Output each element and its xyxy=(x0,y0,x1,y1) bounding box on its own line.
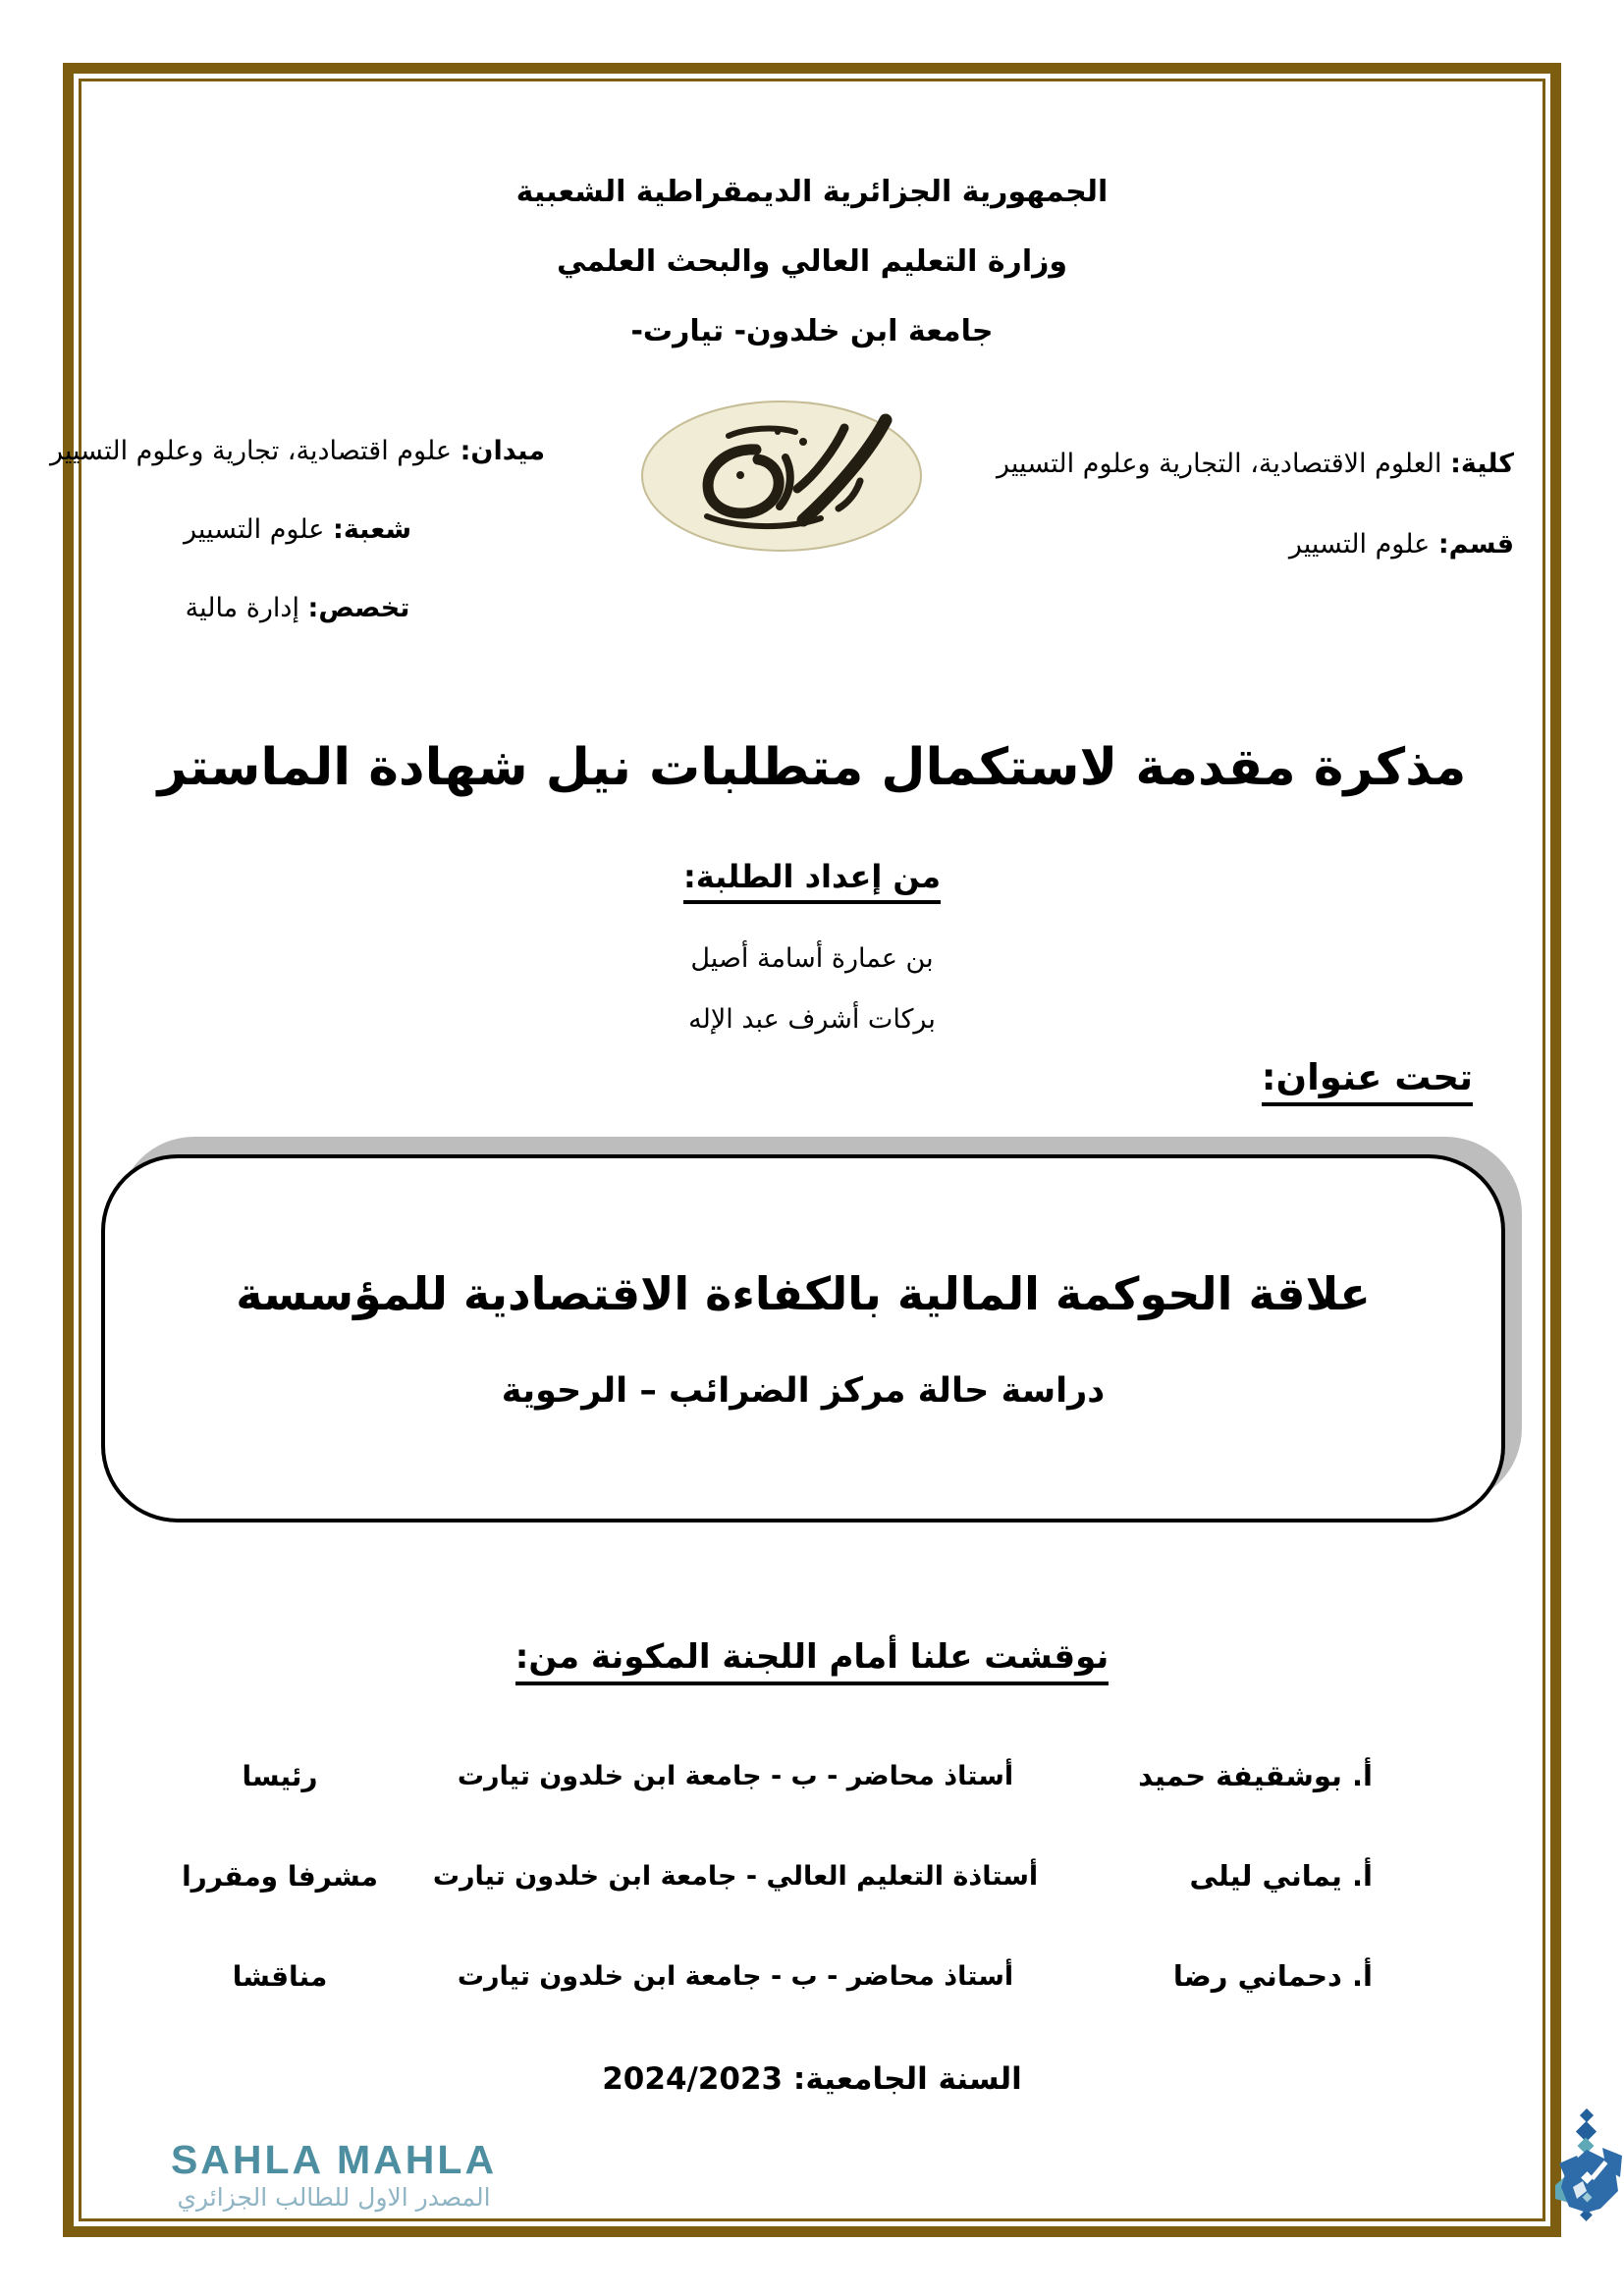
committee-member-role: مشرفا ومقررا xyxy=(182,1859,378,1893)
thesis-title-sub: دراسة حالة مركز الضرائب – الرحوية xyxy=(501,1370,1106,1411)
committee-member-role: رئيسا xyxy=(242,1759,318,1792)
university-line: جامعة ابن خلدون- تيارت- xyxy=(630,314,994,348)
specialty-line xyxy=(47,569,548,648)
faculty-line xyxy=(846,424,1514,505)
department-label: قسم: xyxy=(1437,529,1514,560)
committee-heading-wrap xyxy=(0,1637,1624,1685)
department-line xyxy=(846,505,1514,585)
committee-heading: نوقشت علنا أمام اللجنة المكونة من: xyxy=(515,1637,1110,1685)
under-title xyxy=(1262,1056,1473,1106)
student-name: بركات أشرف عبد الإله xyxy=(688,1004,936,1035)
title-box-frame xyxy=(101,1154,1505,1522)
under-title-heading: تحت عنوان: xyxy=(1262,1056,1473,1106)
committee-member-grade: أستاذ محاضر - ب - جامعة ابن خلدون تيارت xyxy=(457,1760,1014,1791)
sahla-mahla-watermark xyxy=(103,2138,565,2215)
department-value: علوم التسيير xyxy=(1288,529,1431,560)
faculty-value: العلوم الاقتصادية، التجارية وعلوم التسيير xyxy=(997,449,1442,479)
academic-year: السنة الجامعية: 2024/2023 xyxy=(602,2061,1022,2097)
committee-row xyxy=(137,1730,1373,1822)
field-value: علوم اقتصادية، تجارية وعلوم التسيير xyxy=(49,436,453,466)
republic-line: الجمهورية الجزائرية الديمقراطية الشعبية xyxy=(515,175,1109,209)
faculty-department-block xyxy=(846,424,1514,585)
sahla-mahla-calligraphy-icon xyxy=(1549,2109,1624,2231)
thesis-title-main: علاقة الحوكمة المالية بالكفاءة الاقتصادية للمؤسسة xyxy=(236,1266,1371,1320)
committee-table xyxy=(137,1730,1373,2022)
committee-row xyxy=(137,1830,1373,1922)
sahla-mahla-title: SAHLA MAHLA xyxy=(170,2137,498,2182)
field-line xyxy=(47,412,548,491)
committee-member-name: أ. يماني ليلى xyxy=(1189,1859,1373,1893)
students-list xyxy=(0,929,1624,1050)
degree-statement: مذكرة مقدمة لاستكمال متطلبات نيل شهادة الماستر xyxy=(157,738,1467,797)
page-header xyxy=(0,157,1624,366)
field-branch-specialty-block xyxy=(47,412,548,648)
committee-member-name: أ. بوشقيفة حميد xyxy=(1138,1759,1373,1792)
student-name: بن عمارة أسامة أصيل xyxy=(690,943,934,974)
prepared-by xyxy=(0,858,1624,904)
committee-member-name: أ. دحماني رضا xyxy=(1172,1959,1373,1993)
committee-row xyxy=(137,1930,1373,2022)
committee-member-grade: أستاذ محاضر - ب - جامعة ابن خلدون تيارت xyxy=(457,1960,1014,1992)
specialty-value: إدارة مالية xyxy=(185,593,299,623)
prepared-by-heading: من إعداد الطلبة: xyxy=(683,858,941,904)
specialty-label: تخصص: xyxy=(307,593,410,623)
committee-member-grade: أستاذة التعليم العالي - جامعة ابن خلدون تيارت xyxy=(432,1860,1039,1892)
sahla-mahla-subtitle: المصدر الاول للطالب الجزائري xyxy=(177,2183,491,2212)
branch-value: علوم التسيير xyxy=(183,514,325,545)
thesis-title-box xyxy=(101,1137,1523,1523)
faculty-label: كلية: xyxy=(1450,449,1514,479)
field-label: ميدان: xyxy=(460,436,546,466)
branch-label: شعبة: xyxy=(333,514,412,545)
ministry-line: وزارة التعليم العالي والبحث العلمي xyxy=(556,244,1068,279)
branch-line xyxy=(47,491,548,569)
committee-member-role: مناقشا xyxy=(232,1959,328,1993)
